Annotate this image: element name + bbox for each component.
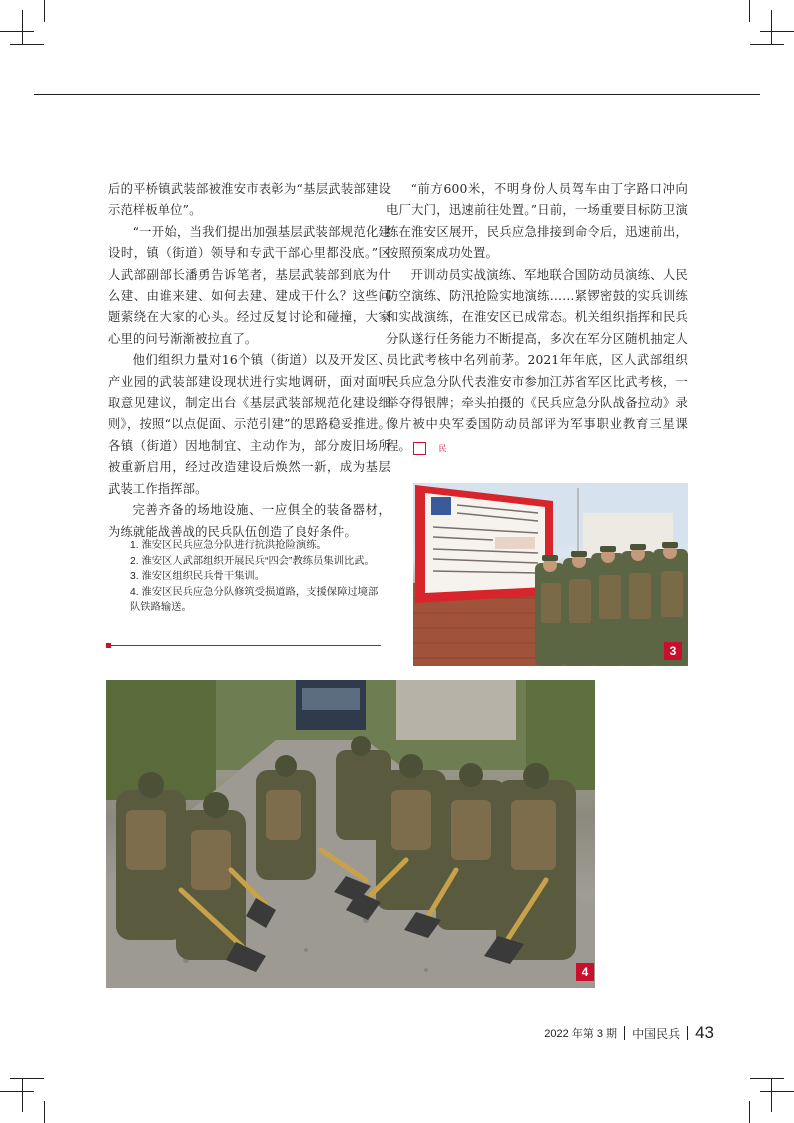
crop-mark [0, 31, 34, 32]
paragraph: “前方600米，不明身份人员驾车由丁字路口冲向电厂大门，迅速前往处置。”日前，一场重要目标防卫演练在淮安区展开，民兵应急排接到命令后，迅速前出，按照预案成功处置。 [386, 182, 688, 261]
crop-mark [760, 1091, 794, 1092]
crop-mark [44, 1101, 45, 1123]
crop-mark [750, 1078, 784, 1079]
footer-divider [687, 1026, 688, 1040]
caption-marker [106, 643, 111, 648]
page-footer [544, 1023, 714, 1043]
page-number: 43 [695, 1023, 714, 1042]
crop-mark [749, 1101, 750, 1123]
crop-mark [22, 10, 23, 44]
end-of-article-mark-icon: 民 [413, 442, 426, 455]
crop-mark [749, 0, 750, 22]
crop-mark [10, 1078, 44, 1079]
crop-mark [750, 44, 784, 45]
crop-mark [22, 1078, 23, 1112]
paragraph: 后的平桥镇武装部被淮安市表彰为“基层武装部建设示范样板单位”。 [108, 182, 391, 218]
issue-label: 2022 年第 3 期 [544, 1028, 618, 1040]
paragraph [386, 265, 688, 458]
photo-training-board [413, 483, 688, 666]
caption-2: 2. 淮安区人武部组织开展民兵“四会”教练员集训比武。 [130, 555, 375, 567]
crop-mark [760, 31, 794, 32]
crop-mark [771, 10, 772, 44]
photo-captions [130, 538, 380, 616]
caption-1: 1. 淮安区民兵应急分队进行抗洪抢险演练。 [130, 540, 327, 551]
header-rule [34, 94, 760, 95]
right-text-column [386, 179, 688, 457]
paragraph: 完善齐备的场地设施、一应俱全的装备器材，为练就能战善战的民兵队伍创造了良好条件。 [108, 503, 391, 539]
left-text-column [108, 179, 391, 543]
caption-4: 4. 淮安区民兵应急分队修筑受损道路，支援保障过境部队铁路输送。 [130, 586, 379, 614]
paragraph: 他们组织力量对16个镇（街道）以及开发区、产业园的武装部建设现状进行实地调研，面对面听取意见建议，制定出台《基层武装部规范化建设细则》，按照“以点促面、示范引建”的思路稳妥推进。各镇（街道）因地制宜、主动作为，部分废旧场所被重新启用，经过改造建设后焕然一新，成为基层武装工作指挥部。 [108, 353, 391, 496]
magazine-name: 中国民兵 [632, 1026, 681, 1041]
photo-illustration [106, 680, 595, 988]
caption-rule [108, 645, 381, 646]
photo-illustration [413, 483, 688, 666]
paragraph-text: 开训动员实战演练、军地联合国防动员演练、人民防空演练、防汛抢险实地演练……紧锣密鼓的实兵训练和实战演练，在淮安区已成常态。机关组织指挥和民兵分队遂行任务能力不断提高，多次在军分区随机抽定人员比武考核中名列前茅。2021年年底，区人武部组织民兵应急分队代表淮安市参加江苏省军区比武考核，一举夺得银牌；牵头拍摄的《民兵应急分队战备拉动》录像片被中央军委国防动员部评为军事职业教育三星课程。 [386, 267, 688, 453]
crop-mark [771, 1078, 772, 1112]
crop-mark [0, 1091, 34, 1092]
crop-mark [10, 44, 44, 45]
photo-road-repair [106, 680, 595, 988]
paragraph: “一开始，当我们提出加强基层武装部规范化建设时，镇（街道）领导和专武干部心里都没底。”区人武部副部长潘勇告诉笔者，基层武装部到底为什么建、由谁来建、如何去建、建成干什么？这些问题萦绕在大家的心头。经过反复讨论和碰撞，大家心里的问号渐渐被拉直了。 [108, 224, 391, 346]
photo-number-badge: 4 [576, 963, 594, 981]
caption-3: 3. 淮安区组织民兵骨干集训。 [130, 571, 266, 583]
footer-divider [624, 1026, 625, 1040]
crop-mark [44, 0, 45, 22]
photo-number-badge: 3 [664, 642, 682, 660]
